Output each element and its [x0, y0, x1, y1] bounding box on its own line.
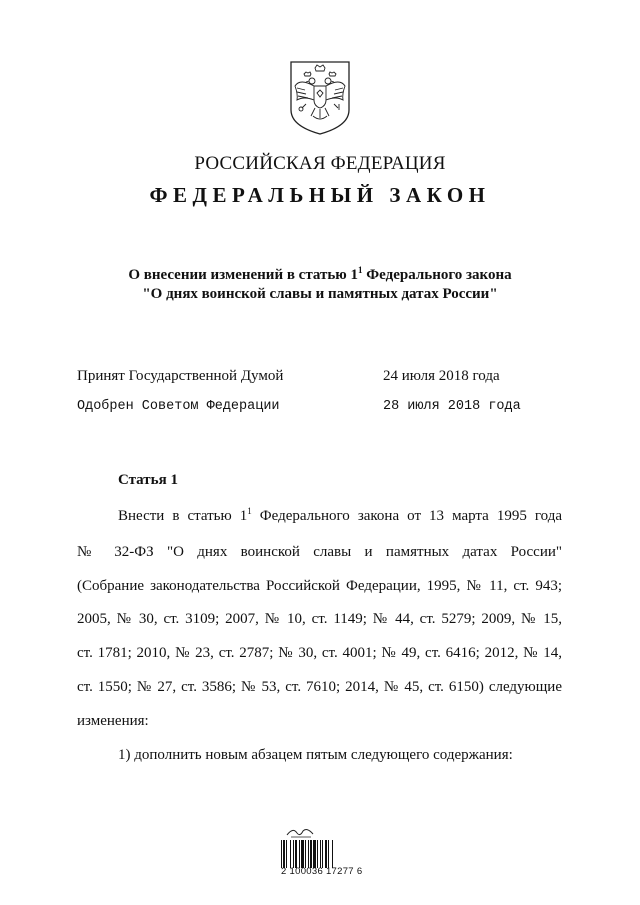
council-approval-label: Одобрен Советом Федерации: [77, 399, 280, 414]
article-paragraph-line-4: 2005, № 30, ст. 3109; 2007, № 10, ст. 1149; № 44, ст. 5279; 2009, № 15,: [77, 611, 562, 627]
paragraph-text: Внести в статью 1: [118, 508, 248, 524]
law-title-line-1: [0, 266, 640, 285]
barcode-icon: [281, 840, 361, 868]
law-title: [0, 266, 640, 304]
country-name: РОССИЙСКАЯ ФЕДЕРАЦИЯ: [194, 153, 446, 174]
article-paragraph-line-1: [118, 507, 562, 525]
barcode-number: 2 100036 17277 6: [281, 866, 363, 877]
document-type: ФЕДЕРАЛЬНЫЙ ЗАКОН: [149, 183, 491, 207]
article-paragraph-line-2: № 32-ФЗ "О днях воинской славы и памятных датах России": [77, 544, 562, 560]
law-title-superscript: 1: [358, 265, 363, 275]
law-title-text-end: Федерального закона: [362, 267, 512, 283]
article-paragraph-line-5: ст. 1781; 2010, № 23, ст. 2787; № 30, ст. 4001; № 49, ст. 6416; 2012, № 14,: [77, 645, 562, 661]
coat-of-arms-emblem: [288, 60, 352, 136]
article-paragraph-line-6: ст. 1550; № 27, ст. 3586; № 53, ст. 7610; 2014, № 45, ст. 6150) следующие: [77, 679, 562, 695]
article-paragraph-line-3: (Собрание законодательства Российской Федерации, 1995, № 11, ст. 943;: [77, 578, 562, 594]
amendment-item-1: 1) дополнить новым абзацем пятым следующего содержания:: [118, 747, 513, 763]
law-title-line-2: "О днях воинской славы и памятных датах России": [142, 286, 498, 302]
duma-adoption-date: 24 июля 2018 года: [383, 368, 500, 384]
paragraph-superscript: 1: [247, 506, 252, 516]
article-heading: Статья 1: [118, 472, 178, 488]
law-title-text: О внесении изменений в статью 1: [128, 267, 359, 283]
council-approval-date: 28 июля 2018 года: [383, 399, 521, 414]
article-paragraph-line-7: изменения:: [77, 713, 149, 729]
duma-adoption-label: Принят Государственной Думой: [77, 368, 284, 384]
paragraph-text-end: Федерального закона от 13 марта 1995 года: [251, 508, 563, 524]
signature-mark-icon: [285, 825, 315, 839]
